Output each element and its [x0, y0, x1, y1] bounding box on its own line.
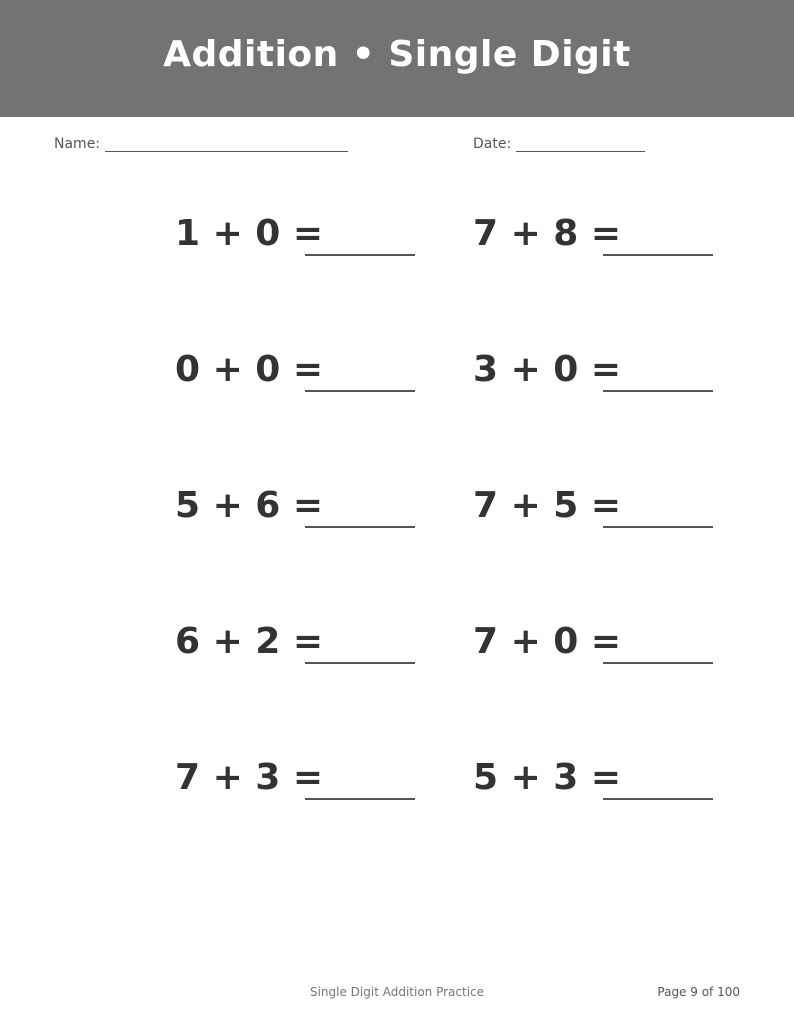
problem-text: 6 + 2 = [175, 621, 324, 662]
date-label: Date: [473, 136, 512, 152]
worksheet-title: Addition • Single Digit [163, 34, 631, 75]
problem-row5-right [473, 756, 621, 800]
name-label: Name: [54, 136, 101, 152]
problem-row2-left [175, 348, 323, 392]
problem-text: 5 + 6 = [175, 485, 324, 526]
answer-blank[interactable] [603, 254, 713, 256]
problem-text: 1 + 0 = [175, 213, 324, 254]
footer-title: Single Digit Addition Practice [309, 985, 485, 999]
problem-row1-left [175, 212, 323, 256]
problem-text: 3 + 0 = [473, 349, 622, 390]
problem-row3-left [175, 484, 323, 528]
name-field[interactable] [54, 136, 348, 152]
name-blank-line[interactable] [105, 136, 348, 152]
problem-row5-left [175, 756, 323, 800]
page-number: Page 9 of 100 [657, 985, 740, 999]
answer-blank[interactable] [305, 390, 415, 392]
problem-row2-right [473, 348, 621, 392]
answer-blank[interactable] [603, 526, 713, 528]
problem-text: 5 + 3 = [473, 757, 622, 798]
answer-blank[interactable] [603, 390, 713, 392]
problem-row1-right [473, 212, 621, 256]
problem-text: 7 + 5 = [473, 485, 622, 526]
worksheet-header [0, 0, 794, 117]
answer-blank[interactable] [603, 662, 713, 664]
answer-blank[interactable] [305, 526, 415, 528]
answer-blank[interactable] [305, 798, 415, 800]
problem-row3-right [473, 484, 621, 528]
problem-text: 7 + 3 = [175, 757, 324, 798]
answer-blank[interactable] [305, 254, 415, 256]
answer-blank[interactable] [603, 798, 713, 800]
problem-row4-left [175, 620, 323, 664]
problem-text: 7 + 8 = [473, 213, 622, 254]
answer-blank[interactable] [305, 662, 415, 664]
date-blank-line[interactable] [516, 136, 645, 152]
problem-row4-right [473, 620, 621, 664]
problem-text: 0 + 0 = [175, 349, 324, 390]
problem-text: 7 + 0 = [473, 621, 622, 662]
date-field[interactable] [473, 136, 645, 152]
